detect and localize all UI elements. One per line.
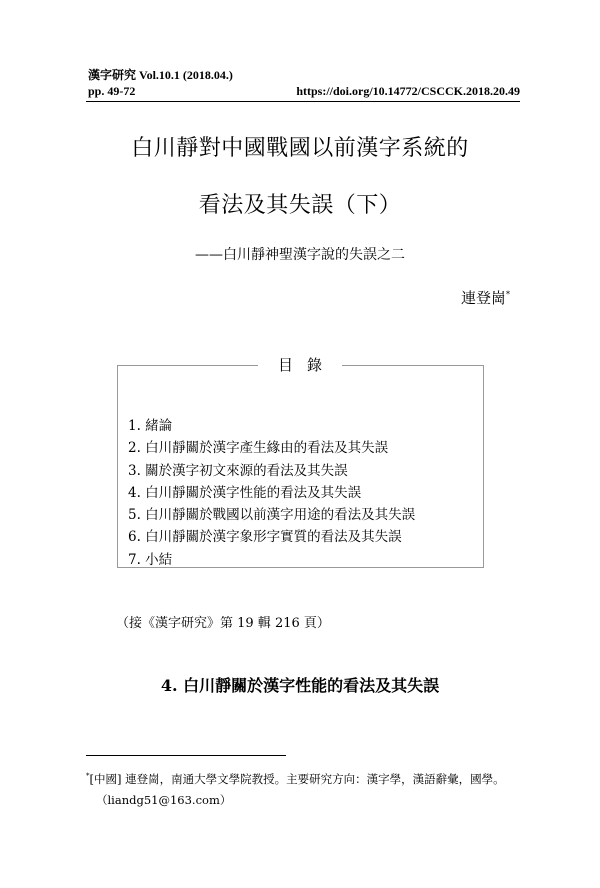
toc-item-5[interactable]: 5. 白川靜關於戰國以前漢字用途的看法及其失誤 (128, 507, 416, 524)
toc-title: 目錄 (258, 354, 342, 375)
author-name: 連登崗 (460, 289, 506, 307)
author-footnote-mark[interactable]: * (506, 290, 510, 299)
title-line-1: 白川靜對中國戰國以前漢字系統的 (131, 136, 469, 161)
toc-item-1[interactable]: 1. 緒論 (128, 418, 173, 434)
page-range: pp. 49-72 (88, 84, 136, 98)
continued-note: （接《漢字研究》第 19 輯 216 頁） (116, 616, 330, 631)
footnote-rule (86, 755, 286, 756)
toc-item-7[interactable]: 7. 小結 (128, 551, 173, 568)
title-line-2: 看法及其失誤（下） (198, 193, 402, 218)
toc-item-4[interactable]: 4. 白川靜關於漢字性能的看法及其失誤 (128, 484, 362, 501)
section-heading: 4. 白川靜關於漢字性能的看法及其失誤 (160, 676, 440, 695)
header-rule (86, 101, 520, 102)
author (461, 287, 510, 308)
toc-item-2[interactable]: 2. 白川靜關於漢字產生緣由的看法及其失誤 (128, 440, 389, 457)
footnote-email[interactable]: （liandg51@163.com） (96, 792, 232, 807)
footnote-mark: * (86, 772, 90, 780)
journal-info: 漢字研究 Vol.10.1 (2018.04.) (88, 68, 233, 82)
footnote (86, 766, 505, 811)
doi-link[interactable]: https://doi.org/10.14772/CSCCK.2018.20.49 (296, 84, 520, 98)
toc-item-3[interactable]: 3. 關於漢字初文來源的看法及其失誤 (128, 462, 348, 479)
footnote-line-1 (86, 766, 505, 790)
footnote-text: [中國] 連登崗，南通大學文學院教授。主要研究方向：漢字學，漢語辭彙，國學。 (89, 771, 505, 786)
toc-item-6[interactable]: 6. 白川靜關於漢字象形字實質的看法及其失誤 (128, 529, 402, 546)
toc-list (128, 415, 415, 571)
subtitle: ——白川靜神聖漢字說的失誤之二 (195, 247, 405, 263)
